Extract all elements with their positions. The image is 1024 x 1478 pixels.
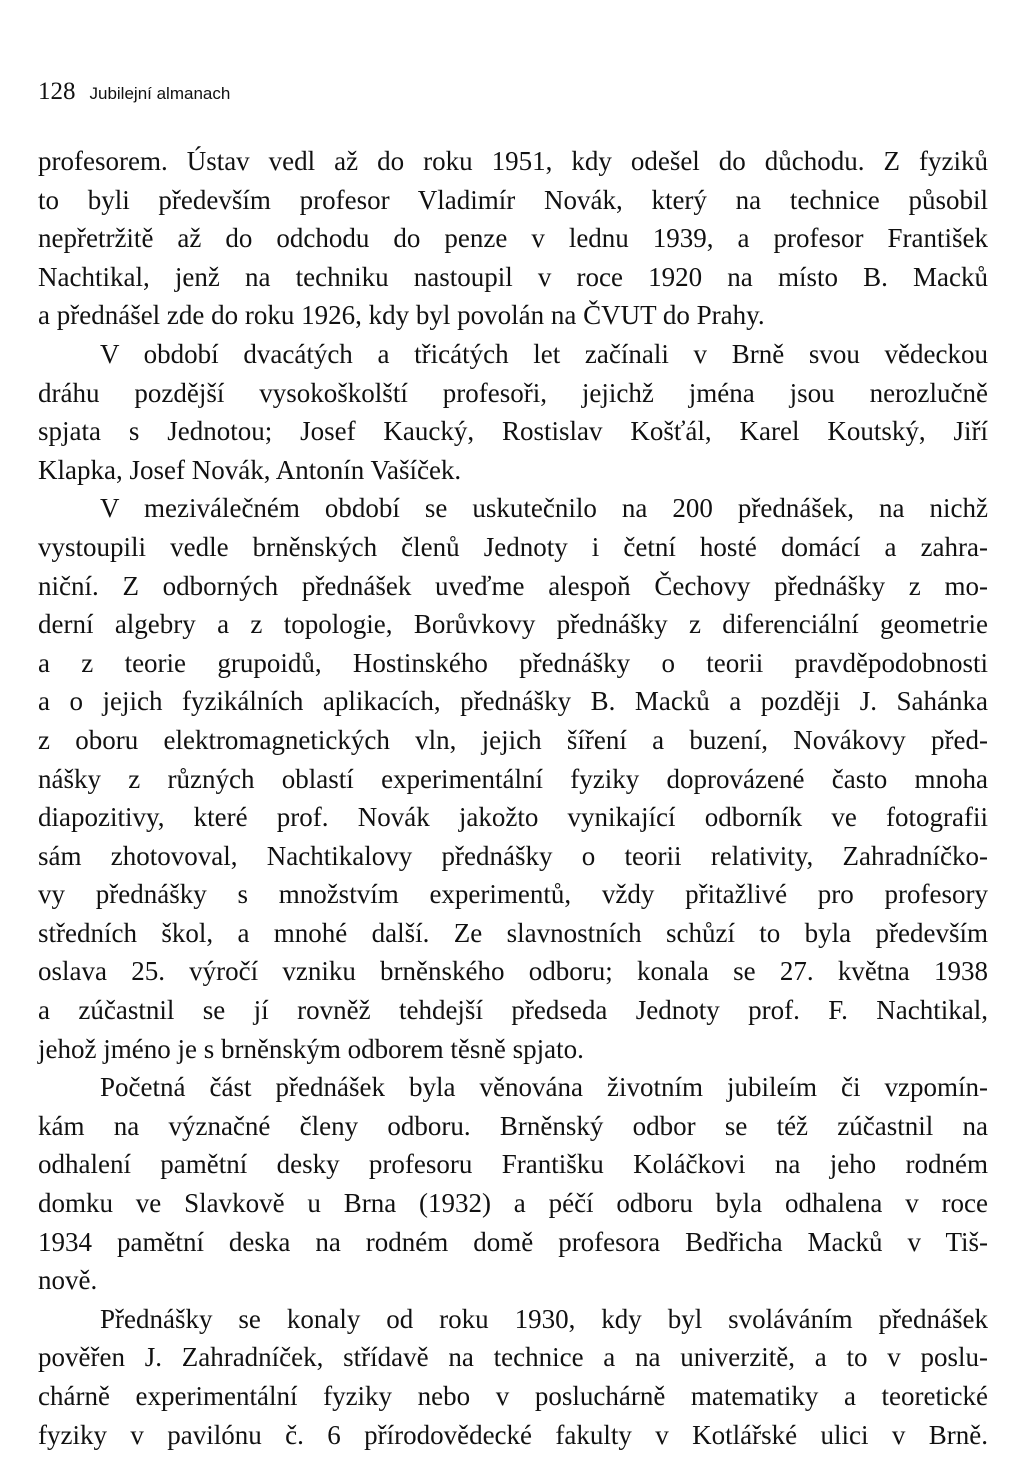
- text-line: derní algebry a z topologie, Borůvkovy přednášky z diferenciální geometrie: [38, 609, 988, 640]
- text-line: středních škol, a mnohé další. Ze slavnostních schůzí to byla především: [38, 917, 988, 948]
- text-line: V meziválečném období se uskutečnilo na 200 přednášek, na nichž: [100, 493, 988, 524]
- text-line: to byli především profesor Vladimír Novák, který na technice působil: [38, 184, 988, 215]
- text-line: oslava 25. výročí vzniku brněnského odboru; konala se 27. května 1938: [38, 956, 988, 987]
- text-line: a o jejich fyzikálních aplikacích, přednášky B. Macků a později J. Sahánka: [38, 686, 988, 717]
- page-header: [38, 78, 230, 106]
- text-line: z oboru elektromagnetických vln, jejich šíření a buzení, Novákovy před-: [38, 724, 988, 755]
- text-line: Početná část přednášek byla věnována životním jubileím či vzpomín-: [100, 1072, 988, 1103]
- text-line: a z teorie grupoidů, Hostinského přednášky o teorii pravděpodobnosti: [38, 647, 988, 678]
- text-line: a přednášel zde do roku 1926, kdy byl povolán na ČVUT do Prahy.: [38, 300, 765, 331]
- text-line: kám na význačné členy odboru. Brněnský odbor se též zúčastnil na: [38, 1110, 988, 1141]
- text-line: nášky z různých oblastí experimentální fyziky doprovázené často mnoha: [38, 763, 988, 794]
- text-line: sám zhotovoval, Nachtikalovy přednášky o teorii relativity, Zahradníčko-: [38, 840, 988, 871]
- text-line: pověřen J. Zahradníček, střídavě na technice a na univerzitě, a to v poslu-: [38, 1342, 988, 1373]
- text-line: chárně experimentální fyziky nebo v posluchárně matematiky a teoretické: [38, 1381, 988, 1411]
- text-line: jehož jméno je s brněnským odborem těsně spjato.: [38, 1033, 584, 1064]
- text-line: dráhu pozdější vysokoškolští profesoři, jejichž jména jsou nerozlučně: [38, 377, 988, 408]
- text-line: vy přednášky s množstvím experimentů, vždy přitažlivé pro profesory: [38, 879, 988, 910]
- page-number: 128: [38, 78, 76, 105]
- text-line: 1934 pamětní deska na rodném domě profesora Bedřicha Macků v Tiš-: [38, 1226, 988, 1257]
- text-line: Klapka, Josef Novák, Antonín Vašíček.: [38, 454, 462, 485]
- text-line: vystoupili vedle brněnských členů Jednoty i četní hosté domácí a zahra-: [38, 531, 988, 562]
- running-title: Jubilejní almanach: [89, 84, 231, 103]
- text-line: fyziky v pavilónu č. 6 přírodovědecké fakulty v Kotlářské ulici v Brně.: [38, 1419, 988, 1450]
- text-line: nepřetržitě až do odchodu do penze v lednu 1939, a profesor František: [38, 223, 988, 254]
- text-line: a zúčastnil se jí rovněž tehdejší předseda Jednoty prof. F. Nachtikal,: [38, 995, 988, 1026]
- text-line: V období dvacátých a třicátých let začínali v Brně svou vědeckou: [100, 338, 988, 369]
- body-text: [38, 142, 988, 1454]
- text-line: Přednášky se konaly od roku 1930, kdy byl svoláváním přednášek: [100, 1303, 988, 1334]
- text-line: domku ve Slavkově u Brna (1932) a péčí odboru byla odhalena v roce: [38, 1188, 988, 1219]
- text-line: diapozitivy, které prof. Novák jakožto vynikající odborník ve fotografii: [38, 802, 988, 833]
- text-line: Nachtikal, jenž na techniku nastoupil v roce 1920 na místo B. Macků: [38, 261, 988, 292]
- text-line: odhalení pamětní desky profesoru Františku Koláčkovi na jeho rodném: [38, 1149, 988, 1180]
- text-line: spjata s Jednotou; Josef Kaucký, Rostislav Košťál, Karel Koutský, Jiří: [38, 416, 988, 447]
- text-line: nově.: [38, 1265, 98, 1296]
- text-line: niční. Z odborných přednášek uveďme alespoň Čechovy přednášky z mo-: [38, 570, 988, 601]
- text-line: profesorem. Ústav vedl až do roku 1951, kdy odešel do důchodu. Z fyziků: [38, 146, 988, 176]
